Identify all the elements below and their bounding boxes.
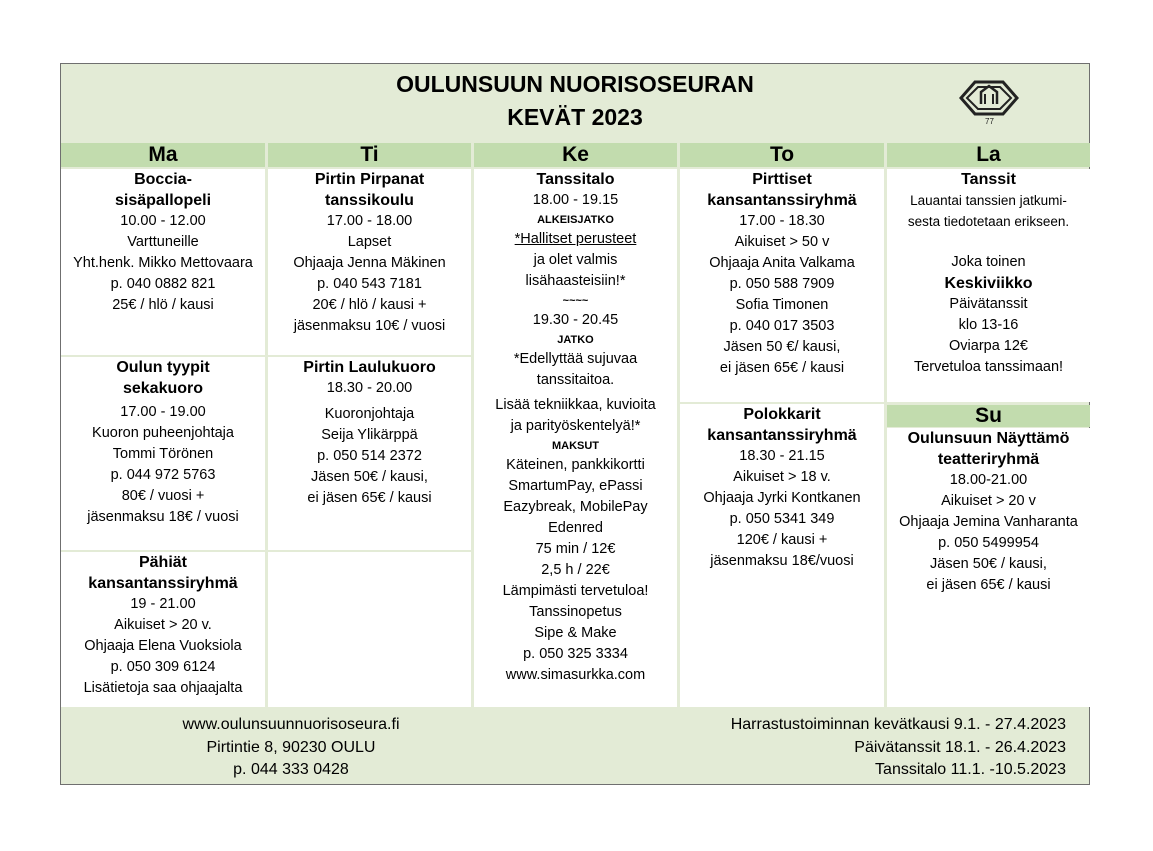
contact: Ohjaaja Jemina Vanharanta xyxy=(899,514,1078,530)
la-tanssit-cell xyxy=(887,169,1090,402)
line: Seija Ylikärppä xyxy=(321,427,418,443)
payments-label: MAKSUT xyxy=(551,440,600,452)
phone: p. 050 325 3334 xyxy=(523,646,628,662)
line: SmartumPay, ePassi xyxy=(508,478,643,494)
website: www.simasurkka.com xyxy=(505,667,646,683)
activity-title: sisäpallopeli xyxy=(114,192,212,209)
line: sesta tiedotetaan erikseen. xyxy=(907,214,1070,229)
activity-title: sekakuoro xyxy=(122,380,204,397)
price: ei jäsen 65€ / kausi xyxy=(926,577,1051,593)
level-label: JATKO xyxy=(557,334,594,346)
contact: Ohjaaja Anita Valkama xyxy=(709,255,855,271)
line: Lämpimästi tervetuloa! xyxy=(502,583,649,599)
line: Edenred xyxy=(548,520,603,536)
line: Päivätanssit xyxy=(949,296,1028,312)
contact: Ohjaaja Jenna Mäkinen xyxy=(293,255,446,271)
line: Käteinen, pankkikortti xyxy=(506,457,645,473)
time: 17.00 - 18.30 xyxy=(739,213,825,229)
audience: Varttuneille xyxy=(127,234,199,250)
line: Kuoronjohtaja xyxy=(324,406,415,422)
requirement: *Hallitset perusteet xyxy=(514,231,637,247)
ke-tanssitalo-cell xyxy=(474,169,677,707)
note: Lisätietoja saa ohjaajalta xyxy=(83,680,243,696)
phone: p. 040 543 7181 xyxy=(317,276,422,292)
time: 17.00 - 18.00 xyxy=(326,213,413,229)
su-teatteri-cell xyxy=(887,428,1090,707)
price: 20€ / hlö / kausi + xyxy=(312,297,427,313)
time: 18.00-21.00 xyxy=(949,472,1028,488)
line: Lisää tekniikkaa, kuvioita xyxy=(495,397,656,413)
phone: p. 040 0882 821 xyxy=(110,276,216,292)
activity-title: Pähiät xyxy=(138,554,187,571)
keskiviikko-label: Keskiviikko xyxy=(944,275,1033,292)
audience: Aikuiset > 50 v xyxy=(734,234,830,250)
ma-pahiat-cell xyxy=(61,552,265,707)
day-header-ti: Ti xyxy=(268,143,471,167)
to-pirttiset-cell xyxy=(680,169,884,402)
audience: Aikuiset > 20 v. xyxy=(114,617,212,633)
activity-title: Oulunsuun Näyttämö xyxy=(907,430,1070,447)
ma-boccia-cell xyxy=(61,169,265,355)
activity-title: Pirttiset xyxy=(752,171,812,188)
contact: Ohjaaja Jyrki Kontkanen xyxy=(703,490,861,506)
activity-title: kansantanssiryhmä xyxy=(707,192,857,209)
line: Kuoron puheenjohtaja xyxy=(92,425,234,441)
price: ei jäsen 65€ / kausi xyxy=(307,490,432,506)
activity-title: Tanssitalo xyxy=(536,171,615,188)
phone: p. 050 514 2372 xyxy=(317,448,422,464)
activity-title: teatteriryhmä xyxy=(937,451,1040,468)
price: Jäsen 50€ / kausi, xyxy=(930,556,1047,572)
season-dates-line: Päivätanssit 18.1. - 26.4.2023 xyxy=(854,738,1066,756)
line: Tommi Törönen xyxy=(112,446,214,462)
time: 18.30 - 21.15 xyxy=(739,448,825,464)
season-dates-line: Harrastustoiminnan kevätkausi 9.1. - 27.4.2023 xyxy=(730,716,1066,733)
season-dates-line: Tanssitalo 11.1. -10.5.2023 xyxy=(875,761,1066,778)
audience: Aikuiset > 20 v xyxy=(941,493,1036,509)
contact: Ohjaaja Elena Vuoksiola xyxy=(84,638,242,654)
activity-title: Pirtin Pirpanat xyxy=(314,171,425,188)
line: ja parityöskentelyä!* xyxy=(510,418,641,434)
phone: p. 050 588 7909 xyxy=(729,276,835,292)
footer-season-dates xyxy=(661,714,1066,782)
activity-title: Boccia- xyxy=(134,171,192,188)
ti-laulukuoro-cell xyxy=(268,357,471,550)
price: Jäsen 50€ / kausi, xyxy=(311,469,428,485)
line: Tervetuloa tanssimaan! xyxy=(913,359,1064,375)
line: Joka toinen xyxy=(951,254,1026,270)
time: 10.00 - 12.00 xyxy=(120,213,206,229)
price: 2,5 h / 22€ xyxy=(541,562,610,578)
association-logo-icon xyxy=(951,74,1027,126)
title-line-1: OULUNSUUN NUORISOSEURAN xyxy=(396,71,754,97)
price: jäsenmaksu 10€ / vuosi xyxy=(293,318,446,334)
activity-title: tanssikoulu xyxy=(325,192,414,209)
price: 75 min / 12€ xyxy=(535,541,616,557)
day-header-su: Su xyxy=(887,405,1090,427)
audience: Lapset xyxy=(347,234,392,250)
footer-website[interactable]: www.oulunsuunnuorisoseura.fi xyxy=(182,716,400,733)
level-label: ALKEISJATKO xyxy=(537,214,614,226)
activity-title: Oulun tyypit xyxy=(116,359,210,376)
price: ei jäsen 65€ / kausi xyxy=(719,360,845,376)
title-line-2: KEVÄT 2023 xyxy=(507,104,643,130)
phone: p. 050 5341 349 xyxy=(729,511,835,527)
line: Eazybreak, MobilePay xyxy=(503,499,648,515)
time: 19.30 - 20.45 xyxy=(532,312,619,328)
phone: p. 050 309 6124 xyxy=(110,659,216,675)
svg-text:77: 77 xyxy=(985,117,994,126)
contact: Yht.henk. Mikko Mettovaara xyxy=(73,255,253,271)
activity-title: Pirtin Laulukuoro xyxy=(303,359,436,376)
separator: ~~~~ xyxy=(562,295,589,307)
line: Tanssinopetus xyxy=(529,604,622,620)
ma-tyypit-cell xyxy=(61,357,265,550)
phone: p. 040 017 3503 xyxy=(729,318,835,334)
to-polokkarit-cell xyxy=(680,404,884,707)
contact: Sofia Timonen xyxy=(735,297,829,313)
footer-phone: p. 044 333 0428 xyxy=(233,761,349,778)
price: Oviarpa 12€ xyxy=(949,338,1028,354)
line: lisähaasteisiin!* xyxy=(525,273,626,289)
price: jäsenmaksu 18€ / vuosi xyxy=(87,509,239,525)
activity-title: kansantanssiryhmä xyxy=(88,575,238,592)
footer-address: Pirtintie 8, 90230 OULU xyxy=(206,738,376,756)
audience: Aikuiset > 18 v. xyxy=(733,469,831,485)
schedule-sheet xyxy=(60,63,1090,785)
activity-title: kansantanssiryhmä xyxy=(707,427,857,444)
time: 17.00 - 19.00 xyxy=(120,404,206,420)
price: Jäsen 50 €/ kausi, xyxy=(723,339,841,355)
activity-title: Polokkarit xyxy=(743,406,821,423)
line: *Edellyttää sujuvaa xyxy=(513,351,638,367)
ti-empty-cell xyxy=(268,552,471,707)
activity-title: Tanssit xyxy=(961,171,1016,188)
time: 19 - 21.00 xyxy=(130,596,196,612)
time: 18.30 - 20.00 xyxy=(326,380,413,396)
line: Sipe & Make xyxy=(534,625,617,641)
time: 18.00 - 19.15 xyxy=(532,192,619,208)
phone: p. 044 972 5763 xyxy=(110,467,216,483)
price: 120€ / kausi + xyxy=(736,532,828,548)
page-title xyxy=(61,68,1089,134)
price: jäsenmaksu 18€/vuosi xyxy=(710,553,854,569)
price: 80€ / vuosi + xyxy=(121,488,205,504)
ti-pirpanat-cell xyxy=(268,169,471,355)
price: 25€ / hlö / kausi xyxy=(112,297,214,313)
day-header-ma: Ma xyxy=(61,143,265,167)
line: ja olet valmis xyxy=(533,252,618,268)
line: tanssitaitoa. xyxy=(536,372,615,388)
day-header-ke: Ke xyxy=(474,143,677,167)
footer-contact xyxy=(141,714,441,782)
phone: p. 050 5499954 xyxy=(938,535,1039,551)
day-header-la: La xyxy=(887,143,1090,167)
day-header-to: To xyxy=(680,143,884,167)
line: Lauantai tanssien jatkumi- xyxy=(910,193,1067,208)
time: klo 13-16 xyxy=(958,317,1019,333)
